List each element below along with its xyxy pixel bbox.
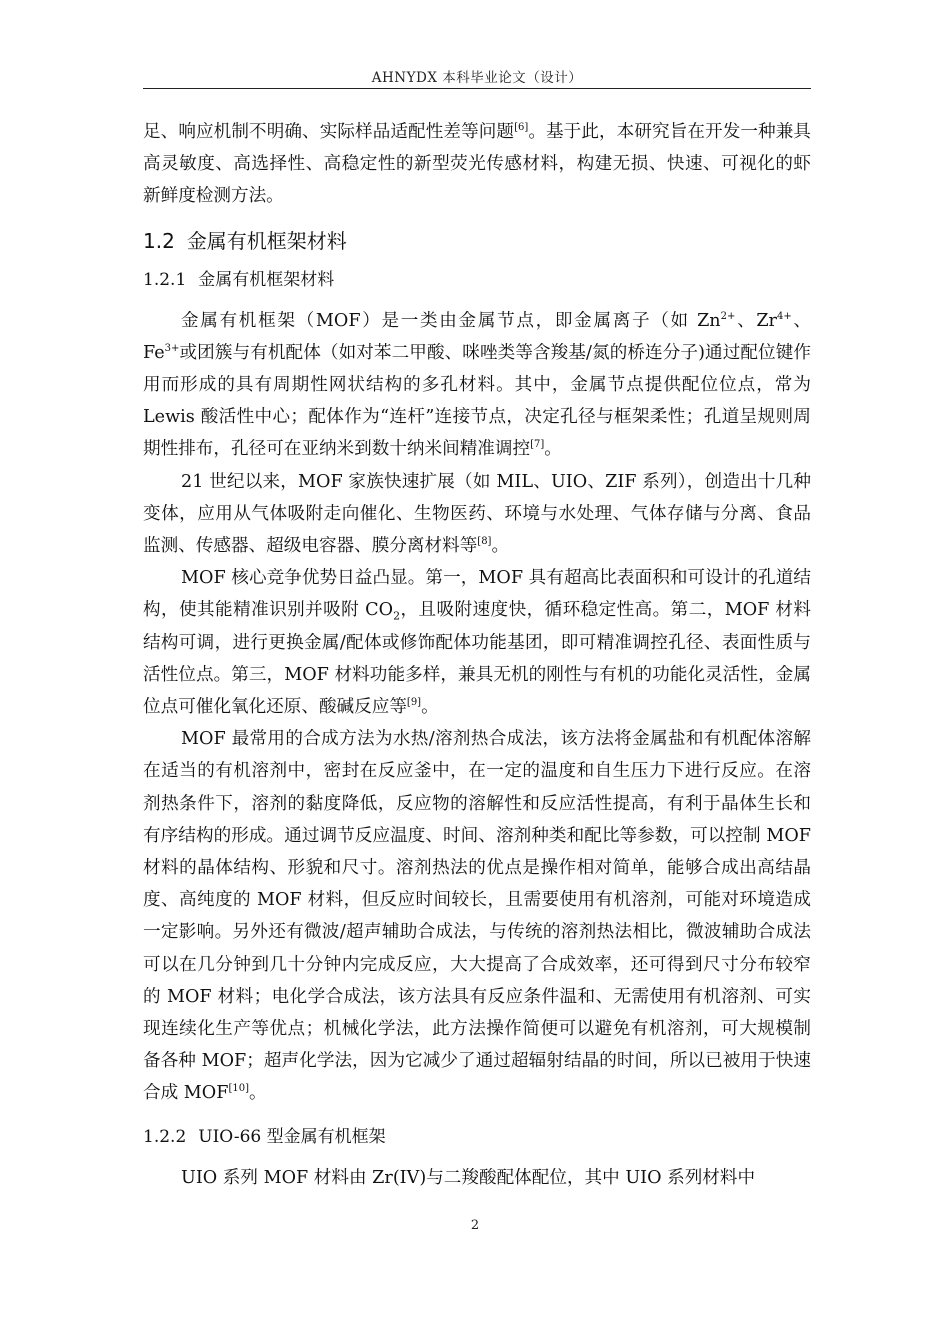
paragraph-intro-end — [143, 116, 811, 213]
citation-ref: [6] — [514, 122, 529, 134]
paragraph-text: 、Zr — [735, 310, 777, 331]
page-number: 2 — [470, 1218, 480, 1233]
paragraph-mof-definition — [143, 305, 811, 466]
paragraph-mof-synthesis — [143, 723, 811, 1109]
header-rule — [143, 88, 811, 89]
formula-subscript: 2 — [393, 609, 401, 623]
subsection-number: 1.2.1 — [143, 269, 187, 290]
running-header: AHNYDX 本科毕业论文（设计） — [371, 70, 583, 86]
subsection-title: 金属有机框架材料 — [198, 269, 335, 290]
charge-superscript: 3+ — [164, 342, 180, 354]
page-body — [143, 116, 811, 1194]
section-number: 1.2 — [143, 228, 175, 253]
paragraph-text: MOF 核心竞争优势日益凸显。第一，MOF 具有超高比表面积和可设计的孔道结构，使其能精准识别并吸附 CO — [143, 568, 811, 621]
paragraph-text: 或团簇与有机配体（如对苯二甲酸、咪唑类等含羧基/氮的桥连分子)通过配位键作用而形成的具有周期性网状结构的多孔材料。其中，金属节点提供配位位点，常为 Lewis 酸活性中心；配体作为“连杆”连接节点，决定孔径与框架柔性；孔道呈规则周期性排布，孔径可在亚纳米到数十纳米间精准调控 — [143, 342, 811, 460]
citation-ref: [8] — [477, 536, 492, 548]
paragraph-mof-advantages — [143, 562, 811, 723]
paragraph-text: 。基于此，本研究旨在开发一种兼具高灵敏度、高选择性、高稳定性的新型荧光传感材料，构建无损、快速、可视化的虾新鲜度检测方法。 — [143, 122, 811, 207]
citation-ref: [10] — [228, 1083, 249, 1095]
paragraph-text: 金属有机框架（MOF）是一类由金属节点，即金属离子（如 Zn — [181, 310, 721, 331]
citation-ref: [9] — [406, 697, 422, 709]
paragraph-text: 、Fe — [143, 310, 812, 363]
citation-ref: [7] — [530, 439, 545, 451]
paragraph-text: 足、响应机制不明确、实际样品适配性差等问题 — [143, 122, 515, 142]
paragraph-text: ，且吸附速度快，循环稳定性高。第二，MOF 材料结构可调，进行更换金属/配体或修饰配体功能基团，即可精准调控孔径、表面性质与活性位点。第三，MOF 材料功能多样，兼具无机的刚性与有机的功能化灵活性，金属位点可催化氧化还原、酸碱反应等 — [143, 600, 811, 718]
subsection-number: 1.2.2 — [143, 1126, 187, 1147]
paragraph-text: 。 — [544, 439, 562, 460]
paragraph-text: 21 世纪以来，MOF 家族快速扩展（如 MIL、UIO、ZIF 系列），创造出十几种变体，应用从气体吸附走向催化、生物医药、环境与水处理、气体存储与分离、食品监测、传感器、超级电容器、膜分离材料等 — [143, 471, 811, 557]
paragraph-text: MOF 最常用的合成方法为水热/溶剂热合成法，该方法将金属盐和有机配体溶解在适当的有机溶剂中，密封在反应釜中，在一定的温度和自生压力下进行反应。在溶剂热条件下，溶剂的黏度降低，反应物的溶解性和反应活性提高，有利于晶体生长和有序结构的形成。通过调节反应温度、时间、溶剂种类和配比等参数，可以控制 MOF 材料的晶体结构、形貌和尺寸。溶剂热法的优点是操作相对简单，能够合成出高结晶度、高纯度的 MOF 材料，但反应时间较长，且需要使用有机溶剂，可能对环境造成一定影响。另外还有微波/超声辅助合成法，与传统的溶剂热法相比，微波辅助合成法可以在几分钟到几十分钟内完成反应，大大提高了合成效率，还可得到尺寸分布较窄的 MOF 材料；电化学合成法，该方法具有反应条件温和、无需使用有机溶剂、可实现连续化生产等优点；机械化学法，此方法操作简便可以避免有机溶剂，可大规模制备各种 MOF；超声化学法，因为它减少了通过超辐射结晶的时间，所以已被用于快速合成 MOF — [143, 729, 811, 1104]
paragraph-text: 。 — [421, 697, 439, 718]
subsection-heading-1-2-2 — [143, 1122, 811, 1152]
paragraph-text: UIO 系列 MOF 材料由 Zr(IV)与二羧酸配体配位，其中 UIO 系列材料中 — [181, 1167, 756, 1188]
charge-superscript: 4+ — [776, 310, 792, 322]
charge-superscript: 2+ — [720, 310, 736, 322]
paragraph-text: 。 — [248, 1083, 267, 1104]
paragraph-uio-intro — [143, 1162, 811, 1194]
paragraph-text: 。 — [491, 536, 510, 557]
subsection-title: UIO-66 型金属有机框架 — [198, 1126, 386, 1147]
section-heading-1-2 — [143, 225, 811, 257]
section-title: 金属有机框架材料 — [186, 228, 347, 253]
subsection-heading-1-2-1 — [143, 265, 811, 295]
paragraph-mof-history — [143, 466, 811, 563]
